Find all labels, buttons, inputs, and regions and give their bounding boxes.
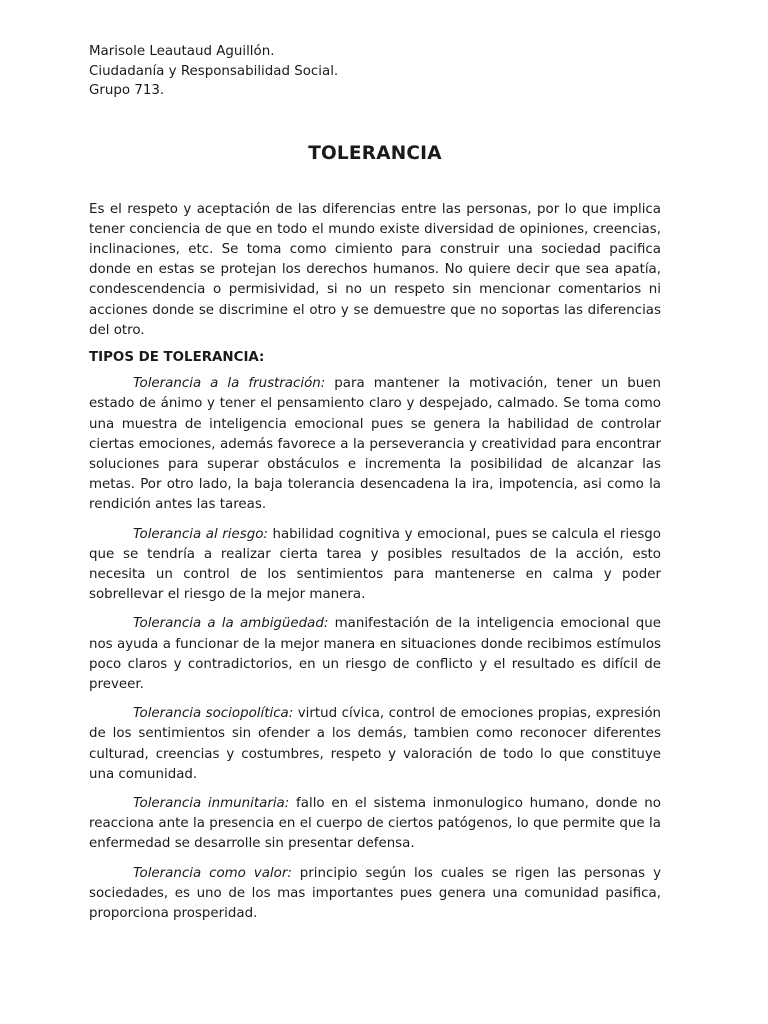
type-paragraph-value <box>89 864 661 925</box>
type-term: Tolerancia sociopolítica: <box>133 706 294 722</box>
type-term: Tolerancia a la ambigüedad: <box>133 616 329 632</box>
type-paragraph-risk <box>89 525 661 606</box>
type-term: Tolerancia inmunitaria: <box>133 795 290 811</box>
course-name: Ciudadanía y Responsabilidad Social. <box>89 63 339 79</box>
type-paragraph-immune <box>89 794 661 855</box>
author-name: Marisole Leautaud Aguillón. <box>89 44 275 59</box>
type-term: Tolerancia a la frustración: <box>133 376 326 392</box>
type-paragraph-ambiguity <box>89 614 661 695</box>
types-heading: TIPOS DE TOLERANCIA: <box>89 349 265 365</box>
type-description: virtud cívica, control de emociones propias, expresión de los sentimientos sin ofender a los demás, tambien como reconocer diferentes culturad, creencias y costumbres, respeto y valoración de todo lo que constituye una comunidad. <box>89 706 662 782</box>
type-description: para mantener la motivación, tener un buen estado de ánimo y tener el pensamiento claro y despejado, calmado. Se toma como una muestra de inteligencia emocional pues se genera la habilidad de controlar ciertas emociones, además favorece a la perseverancia y creatividad para encontrar soluciones para superar obstáculos e incrementa la posibilidad de alcanzar las metas. Por otro lado, la baja tolerancia desencadena la ira, impotencia, asi como la rendición antes las tareas. <box>89 376 661 513</box>
type-paragraph-sociopolitical <box>89 704 661 785</box>
group-number: Grupo 713. <box>89 83 165 98</box>
type-term: Tolerancia como valor: <box>133 865 292 881</box>
type-paragraph-frustration <box>89 374 661 515</box>
type-term: Tolerancia al riesgo: <box>133 526 268 542</box>
document-page <box>89 42 661 924</box>
type-description: principio según los cuales se rigen las personas y sociedades, es uno de los mas importantes pues genera una comunidad pasifica, proporciona prosperidad. <box>89 865 661 921</box>
document-title: TOLERANCIA <box>308 142 442 164</box>
intro-paragraph: Es el respeto y aceptación de las diferencias entre las personas, por lo que implica tener conciencia de que en todo el mundo existe diversidad de opiniones, creencias, inclinaciones, etc. Se toma como cimiento para construir una sociedad pacifica donde en estas se protejan los derechos humanos. No quiere decir que sea apatía, condescendencia o permisividad, si no un respeto sin mencionar comentarios ni acciones donde se discrimine el otro y se demuestre que no soportas las diferencias del otro. <box>89 201 661 338</box>
type-description: manifestación de la inteligencia emocional que nos ayuda a funcionar de la mejor manera en situaciones donde recibimos estímulos poco claros y contradictorios, en un riesgo de conflicto y el resultado es difícil de preveer. <box>89 616 661 692</box>
type-description: habilidad cognitiva y emocional, pues se calcula el riesgo que se tendría a realizar cierta tarea y posibles resultados de la acción, esto necesita un control de los sentimientos para mantenerse en calma y poder sobrellevar el riesgo de la mejor manera. <box>89 526 661 603</box>
type-description: fallo en el sistema inmonulogico humano, donde no reacciona ante la presencia en el cuerpo de ciertos patógenos, lo que permite que la enfermedad se desarrolle sin presentar defensa. <box>89 795 661 852</box>
